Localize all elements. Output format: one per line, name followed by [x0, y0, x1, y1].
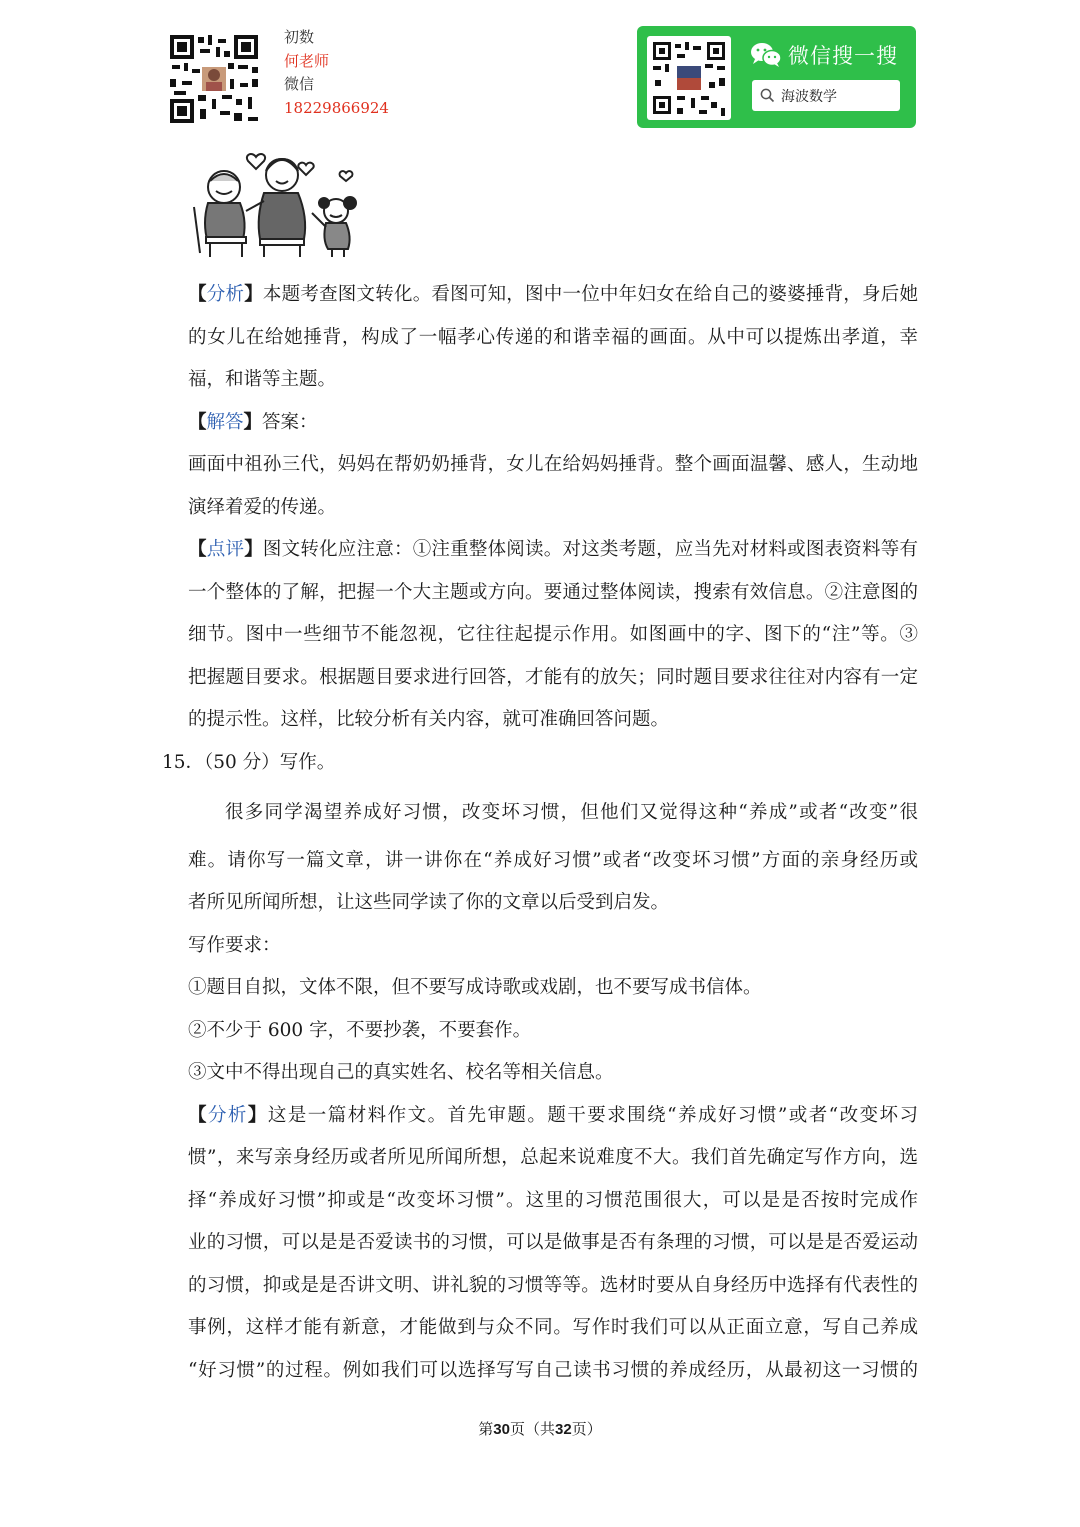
total-pages: 32: [555, 1421, 572, 1438]
qr-code-left: [168, 33, 260, 125]
contact-info: [284, 26, 389, 120]
search-icon: [760, 88, 775, 103]
analysis-paragraph-line: 【分析】本题考查图文转化。看图可知，图中一位中年妇女在给自己的婆婆捶背，身后她: [188, 284, 918, 305]
analysis-paragraph-line: 【分析】这是一篇材料作文。首先审题。题干要求围绕“养成好习惯”或者“改变坏习: [188, 1105, 918, 1126]
comment-paragraph-line: 的提示性。这样，比较分析有关内容，就可准确回答问题。: [188, 709, 670, 730]
wechat-search-box[interactable]: [752, 80, 900, 111]
family-illustration: [186, 145, 376, 260]
requirement-item: ①题目自拟，文体不限，但不要写成诗歌或戏剧，也不要写成书信体。: [188, 977, 762, 998]
requirements-title: 写作要求：: [188, 935, 281, 956]
contact-wechat-label: 微信: [284, 75, 315, 93]
question-15-title: 15．（50 分）写作。: [162, 752, 336, 773]
analysis-paragraph-line: 福，和谐等主题。: [188, 369, 337, 390]
answer-line: 画面中祖孙三代，妈妈在帮奶奶捶背，女儿在给妈妈捶背。整个画面温馨、感人，生动地: [188, 454, 918, 475]
comment-paragraph-line: 把握题目要求。根据题目要求进行回答，才能有的放矢；同时题目要求往往对内容有一定: [188, 667, 918, 688]
comment-paragraph-line: 【点评】图文转化应注意：①注重整体阅读。对这类考题，应当先对材料或图表资料等有: [188, 539, 918, 560]
analysis-paragraph-line: 择“养成好习惯”抑或是“改变坏习惯”。这里的习惯范围很大，可以是是否按时完成作: [188, 1190, 918, 1211]
analysis-paragraph-line: 业的习惯，可以是是否爱读书的习惯，可以是做事是否有条理的习惯，可以是是否爱运动: [188, 1232, 918, 1253]
wechat-logo-icon: [750, 42, 782, 68]
wechat-search-title: 微信搜一搜: [750, 40, 898, 70]
contact-phone: 18229866924: [284, 98, 389, 117]
contact-subject: 初数: [284, 28, 315, 46]
qr-code-right: [647, 36, 731, 120]
analysis-paragraph-line: 惯”，来写亲身经历或者所见所闻所想，总起来说难度不大。我们首先确定写作方向，选: [188, 1147, 918, 1168]
question-prompt-line: 难。请你写一篇文章，讲一讲你在“养成好习惯”或者“改变坏习惯”方面的亲身经历或: [188, 850, 918, 871]
analysis-paragraph-line: “好习惯”的过程。例如我们可以选择写写自己读书习惯的养成经历，从最初这一习惯的: [188, 1360, 918, 1381]
page-footer: 第30页（共32页）: [478, 1420, 602, 1438]
contact-teacher: 何老师: [284, 51, 330, 70]
question-prompt-line: 者所见所闻所想，让这些同学读了你的文章以后受到启发。: [188, 892, 670, 913]
answer-label: 【解答】答案：: [188, 412, 318, 433]
wechat-search-text: 海波数学: [781, 88, 837, 105]
requirement-item: ③文中不得出现自己的真实姓名、校名等相关信息。: [188, 1062, 614, 1083]
requirement-item: ②不少于 600 字，不要抄袭，不要套作。: [188, 1020, 532, 1041]
analysis-paragraph-line: 的女儿在给她捶背，构成了一幅孝心传递的和谐幸福的画面。从中可以提炼出孝道，幸: [188, 327, 918, 348]
wechat-search-card: [637, 26, 916, 128]
comment-paragraph-line: 细节。图中一些细节不能忽视，它往往起提示作用。如图画中的字、图下的“注”等。③: [188, 624, 918, 645]
answer-line: 演绎着爱的传递。: [188, 497, 337, 518]
question-prompt-line: 很多同学渴望养成好习惯，改变坏习惯，但他们又觉得这种“养成”或者“改变”很: [225, 802, 918, 823]
analysis-paragraph-line: 的习惯，抑或是是否讲文明、讲礼貌的习惯等等。选材时要从自身经历中选择有代表性的: [188, 1275, 918, 1296]
comment-paragraph-line: 一个整体的了解，把握一个大主题或方向。要通过整体阅读，搜索有效信息。②注意图的: [188, 582, 918, 603]
analysis-paragraph-line: 事例，这样才能有新意，才能做到与众不同。写作时我们可以从正面立意，写自己养成: [188, 1317, 918, 1338]
current-page: 30: [493, 1421, 510, 1438]
